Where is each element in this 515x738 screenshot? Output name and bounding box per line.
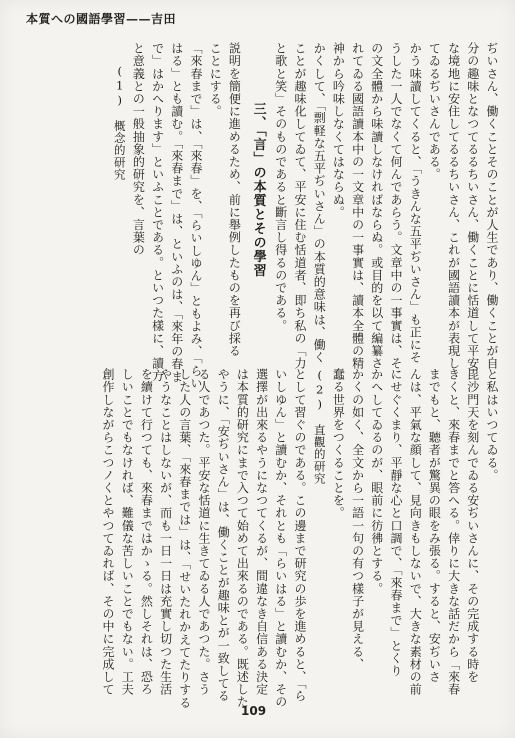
text-line: と歌と笑」そのものであると斷言し得るのである。 bbox=[273, 42, 288, 332]
text-line: 選擇が出來るやうになつてくるが、間違なき自信ある決定 bbox=[254, 368, 269, 696]
text-line: かくの如く、全文から一語一句の有つ樣子が見える、 bbox=[350, 368, 365, 671]
text-line: かくして、「剽軽な五平ぢいさん」の本質的意味は、働く bbox=[312, 42, 327, 364]
text-line: ぢいさん、働くことそのことが人生であり、働くことが自 bbox=[485, 42, 499, 370]
page-number: 109 bbox=[241, 704, 267, 718]
item-label: (1) 概念的研究 bbox=[112, 64, 127, 181]
text-line: かう味讀してくると、「うきんな五平ぢいさん」も正にそ bbox=[408, 42, 423, 364]
text-line: かへしてゐるのが、眼前に彷彿とする。 bbox=[369, 368, 384, 595]
text-line: を續けて行つても、來春まではかゝる。然しそれは、恐ろ bbox=[139, 368, 154, 696]
text-line: な境地に安住してるるちいさん、これが國語讀本が表現し bbox=[446, 42, 461, 370]
text-line: んは、平氣な顔して、見向きもしないで、大きな素材の前 bbox=[408, 368, 423, 696]
text-line: 説明を簡便に進めるため、前に舉例したものを再び採る bbox=[227, 42, 242, 357]
text-line: 分の趣味となつてるるちいさん、働くことに恬道して平安 bbox=[465, 42, 480, 370]
running-header: 本質への國語學習——吉田 bbox=[26, 12, 177, 26]
text-line: の文全體から味讀しなければならぬ。或目的を以て編纂さ bbox=[369, 42, 384, 370]
text-line: 「來春まで」は、「來春」を、「らいしゆん」ともよみ、「らい bbox=[189, 42, 203, 390]
text-line: やうなことはしないが、而も一日一日は充實し切つた生活 bbox=[158, 368, 173, 696]
text-line: きくと、來春までと答へる。倖りに大きな話だから「來春 bbox=[446, 368, 461, 696]
text-line: やうに、「安ぢいさん」は、働くことが趣味とが一致してる bbox=[216, 368, 231, 703]
text-line: 神から吟味しなくてはならぬ。 bbox=[331, 42, 346, 219]
text-line: はる」とも讀む。「來春まで」は、といふのは、「來年の春ま bbox=[169, 42, 184, 383]
text-line: る人であつた。平安な恬道に生きてゐる人であつた。さう bbox=[197, 368, 211, 696]
text-line: しいことでもなければ、難儀な苦しいことでもない。工夫 bbox=[120, 368, 135, 696]
text-line: ことにする。 bbox=[208, 42, 223, 118]
section-heading: 三、「言」の本質とその學習 bbox=[250, 102, 266, 278]
text-line: にせぐくまり、平靜な心と口調で、「來春まで」とくり bbox=[389, 368, 403, 677]
text-line: 創作しながらこつノくとやつてゐれば、その中に完成して bbox=[101, 368, 115, 696]
item-label: (2) 直觀的研究 bbox=[312, 368, 327, 485]
text-line: と私はいつてゐる。 bbox=[485, 368, 499, 482]
text-line: てゐるぢいさんである。 bbox=[427, 42, 442, 181]
text-line: ことが趣味化してゐて、平安に住む恬道者、即ち私の「力 bbox=[293, 42, 307, 370]
text-line: として習ぐのである。この邊まで研究の歩を進めると、「ら bbox=[293, 368, 307, 703]
text-line: で」はかへります」といふことである。といつた樣に、讀方 bbox=[150, 42, 165, 383]
text-line: 蠢る世界をつくることを。 bbox=[331, 368, 346, 520]
text-line: は本質的研究にまで入つて始めて出來るのである。既述した bbox=[235, 368, 250, 709]
text-line: した人の言葉、「來春までは」は、「せいたれかえてたりする bbox=[177, 368, 192, 709]
text-line: いしゆん」と讀むか、それとも「らいはる」と讀むか、その bbox=[273, 368, 288, 709]
text-line: れてゐる國語讀本中の一文章中の一事實は、讀本全體の精 bbox=[350, 42, 365, 370]
text-line: と意義との一般抽象的研究を、言葉の bbox=[131, 42, 146, 257]
text-line: までもと、聽者が驚異の眼をみ張る。すると、安ぢいさ bbox=[427, 368, 442, 683]
text-line: うした一人でなくて何んであらう。文章中の一事實は、そ bbox=[389, 42, 403, 370]
text-line: 毘沙門天を刻んでゐる安ぢいさんに、その完成する時を bbox=[465, 368, 480, 683]
